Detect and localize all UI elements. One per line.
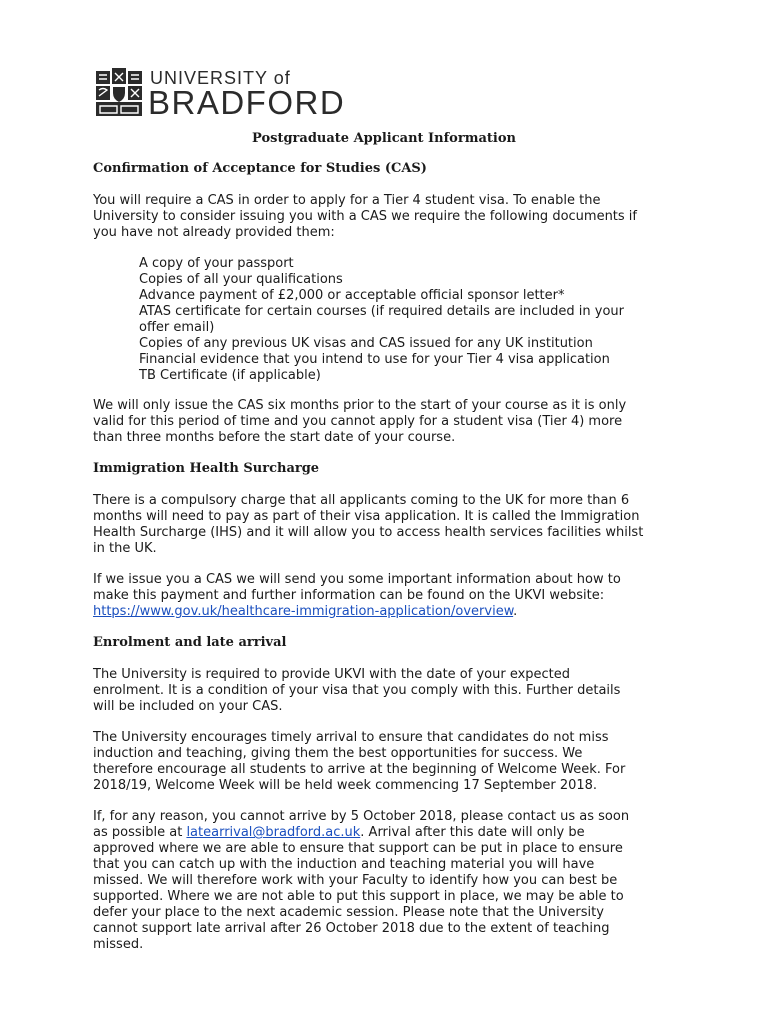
- university-crest-icon: [94, 68, 144, 118]
- text-line: You will require a CAS in order to apply for a Tier 4 student visa. To enable the: [93, 193, 601, 208]
- logo-university-of-text: UNIVERSITY of: [150, 68, 291, 88]
- list-item: ATAS certificate for certain courses (if required details are included in your: [139, 304, 625, 319]
- text-line: cannot support late arrival after 26 October 2018 due to the extent of teaching: [93, 921, 610, 936]
- list-item: Copies of all your qualifications: [139, 272, 343, 287]
- text-line: 2018/19, Welcome Week will be held week commencing 17 September 2018.: [93, 778, 598, 793]
- ihs-paragraph-1: [93, 493, 683, 557]
- text-line: The University is required to provide UKVI with the date of your expected: [93, 667, 571, 682]
- text-line: [93, 825, 683, 841]
- enrolment-paragraph-2: [93, 730, 683, 794]
- text-line: missed.: [93, 937, 144, 952]
- text-line: missed. We will therefore work with your Faculty to identify how you can best be: [93, 873, 618, 888]
- text-line: The University encourages timely arrival to ensure that candidates do not miss: [93, 730, 609, 745]
- text-line: than three months before the start date of your course.: [93, 430, 456, 445]
- cas-note-paragraph: [93, 398, 683, 446]
- list-item: Financial evidence that you intend to use for your Tier 4 visa application: [139, 352, 610, 367]
- text-line: that you can catch up with the induction and teaching material you will have: [93, 857, 595, 872]
- text-line: months will need to pay as part of their visa application. It is called the Immigration: [93, 509, 640, 524]
- text-fragment: as possible at: [93, 825, 187, 840]
- list-item: offer email): [139, 320, 215, 335]
- text-line: There is a compulsory charge that all applicants coming to the UK for more than 6: [93, 493, 630, 508]
- ihs-paragraph-2: [93, 572, 683, 620]
- text-line: If, for any reason, you cannot arrive by 5 October 2018, please contact us as soon: [93, 809, 630, 824]
- text-line: make this payment and further information can be found on the UKVI website:: [93, 588, 605, 603]
- list-item: TB Certificate (if applicable): [139, 368, 321, 383]
- cas-intro-paragraph: [93, 193, 683, 241]
- required-documents-list: [139, 256, 679, 384]
- text-line: approved where we are able to ensure that support can be put in place to ensure: [93, 841, 623, 856]
- text-line: Health Surcharge (IHS) and it will allow you to access health services facilities whilst: [93, 525, 644, 540]
- text-line: therefore encourage all students to arrive at the beginning of Welcome Week. For: [93, 762, 626, 777]
- text-line: in the UK.: [93, 541, 157, 556]
- text-fragment: . Arrival after this date will only be: [360, 825, 585, 840]
- list-item: Copies of any previous UK visas and CAS issued for any UK institution: [139, 336, 593, 351]
- late-arrival-email-link[interactable]: latearrival@bradford.ac.uk: [186, 825, 361, 840]
- text-line: University to consider issuing you with a CAS we require the following documents if: [93, 209, 638, 224]
- enrolment-paragraph-1: [93, 667, 683, 715]
- text-line: will be included on your CAS.: [93, 699, 283, 714]
- text-line: valid for this period of time and you cannot apply for a student visa (Tier 4) more: [93, 414, 623, 429]
- enrolment-paragraph-3: [93, 809, 683, 953]
- text-line: supported. Where we are not able to put this support in place, we may be able to: [93, 889, 624, 904]
- document-title: Postgraduate Applicant Information: [252, 131, 516, 146]
- heading-immigration-health-surcharge: Immigration Health Surcharge: [93, 461, 320, 476]
- text-line: If we issue you a CAS we will send you some important information about how to: [93, 572, 621, 587]
- text-line: We will only issue the CAS six months prior to the start of your course as it is only: [93, 398, 627, 413]
- ukvi-website-link[interactable]: https://www.gov.uk/healthcare-immigration-application/overview: [93, 604, 514, 619]
- text-line: induction and teaching, giving them the best opportunities for success. We: [93, 746, 583, 761]
- link-suffix: .: [513, 604, 518, 619]
- text-line: defer your place to the next academic session. Please note that the University: [93, 905, 604, 920]
- list-item: A copy of your passport: [139, 256, 294, 271]
- heading-cas: Confirmation of Acceptance for Studies (CAS): [93, 161, 427, 176]
- logo-bradford-text: BRADFORD: [148, 84, 346, 121]
- text-line: enrolment. It is a condition of your visa that you comply with this. Further details: [93, 683, 621, 698]
- text-line: you have not already provided them:: [93, 225, 335, 240]
- list-item: Advance payment of £2,000 or acceptable official sponsor letter*: [139, 288, 565, 303]
- text-line: [93, 604, 683, 620]
- heading-enrolment-late-arrival: Enrolment and late arrival: [93, 635, 287, 650]
